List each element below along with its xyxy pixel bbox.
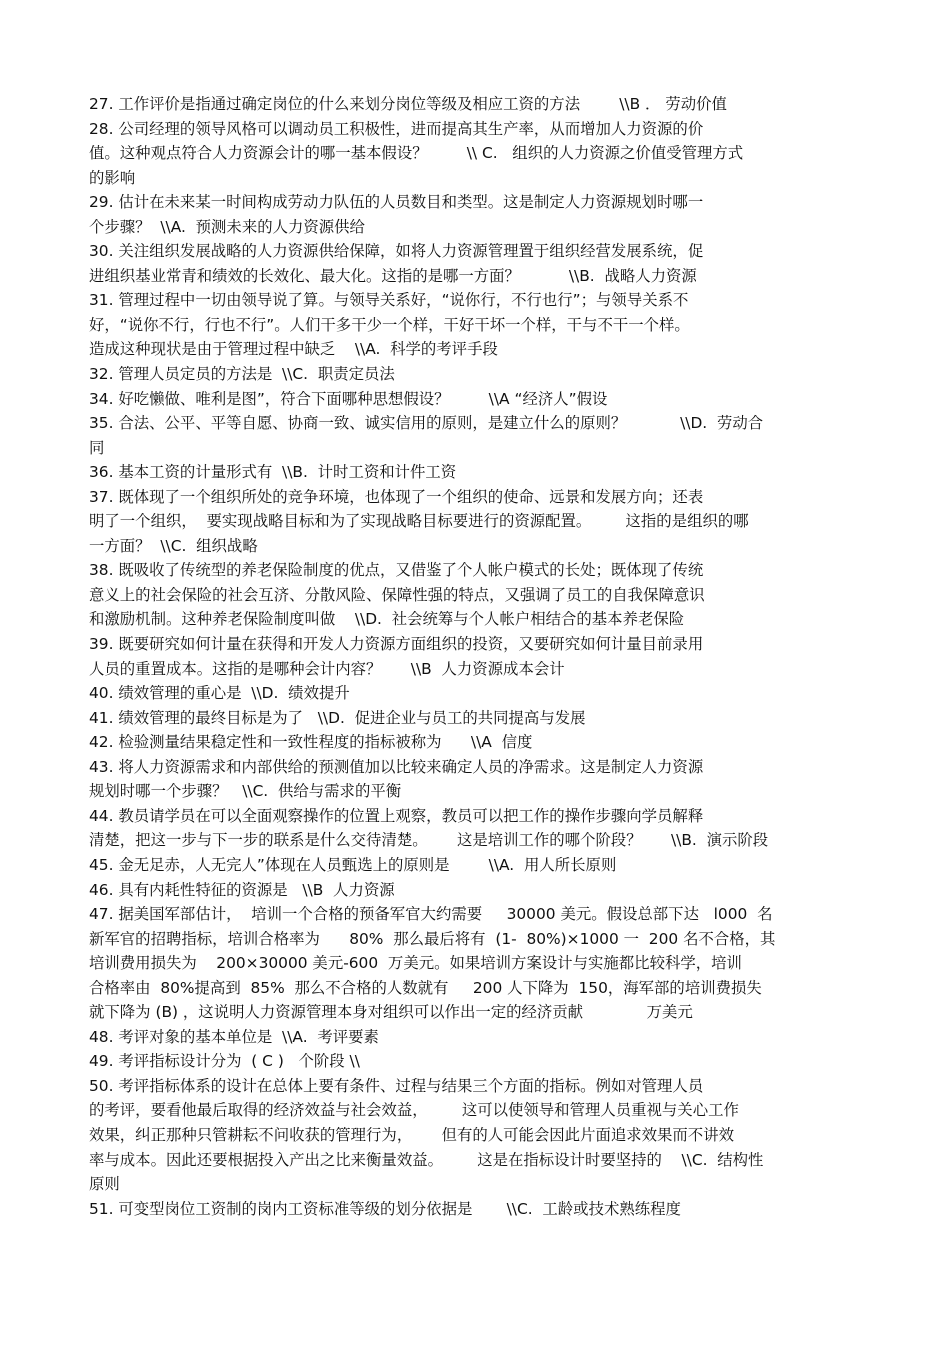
text-line: 49. 考评指标设计分为 ( C ) 个阶段 \\ [89, 1052, 360, 1071]
text-line: 40. 绩效管理的重心是 \\D. 绩效提升 [89, 684, 350, 703]
text-line: 规划时哪一个步骤？ \\C. 供给与需求的平衡 [89, 782, 402, 801]
text-line: 效果，纠正那种只管耕耘不问收获的管理行为， 但有的人可能会因此片面追求效果而不讲效 [89, 1125, 734, 1144]
text-line: 培训费用损失为 200×30000 美元-600 万美元。如果培训方案设计与实施都比较科学，培训 [89, 954, 742, 973]
text-line: 34. 好吃懒做、唯利是图”，符合下面哪种思想假设？ \\A “经济人”假设 [89, 389, 608, 408]
text-line: 的考评，要看他最后取得的经济效益与社会效益， 这可以使领导和管理人员重视与关心工作 [89, 1101, 739, 1120]
text-line: 清楚，把这一步与下一步的联系是什么交待清楚。 这是培训工作的哪个阶段？ \\B. 演示阶段 [89, 831, 769, 850]
text-line: 36. 基本工资的计量形式有 \\B. 计时工资和计件工资 [89, 463, 457, 482]
text-line: 好，“说你不行，行也不行”。人们干多干少一个样，干好干坏一个样，干与不干一个样。 [89, 315, 690, 334]
text-line: 44. 教员请学员在可以全面观察操作的位置上观察，教员可以把工作的操作步骤向学员解释 [89, 806, 704, 825]
text-line: 35. 合法、公平、平等自愿、协商一致、诚实信用的原则，是建立什么的原则？ \\D. 劳动合 [89, 414, 764, 433]
text-line: 41. 绩效管理的最终目标是为了 \\D. 促进企业与员工的共同提高与发展 [89, 708, 586, 727]
text-line: 51. 可变型岗位工资制的岗内工资标准等级的划分依据是 \\C. 工龄或技术熟练程度 [89, 1199, 681, 1218]
text-line: 47. 据美国军部估计， 培训一个合格的预备军官大约需要 30000 美元。假设总部下达 l000 名 [89, 905, 773, 924]
text-line: 造成这种现状是由于管理过程中缺乏 \\A. 科学的考评手段 [89, 340, 498, 359]
text-line: 45. 金无足赤，人无完人”体现在人员甄选上的原则是 \\A. 用人所长原则 [89, 855, 617, 874]
text-line: 31. 管理过程中一切由领导说了算。与领导关系好，“说你行，不行也行”；与领导关系不 [89, 291, 689, 310]
text-line: 合格率由 80%提高到 85% 那么不合格的人数就有 200 人下降为 150，海军部的培训费损失 [89, 978, 762, 997]
text-line: 46. 具有内耗性特征的资源是 \\B 人力资源 [89, 880, 395, 899]
text-line: 同 [89, 438, 105, 457]
text-line: 个步骤？ \\A. 预测未来的人力资源供给 [89, 217, 365, 236]
text-line: 50. 考评指标体系的设计在总体上要有条件、过程与结果三个方面的指标。例如对管理人员 [89, 1076, 704, 1095]
text-line: 新军官的招聘指标，培训合格率为 80% 那么最后将有 (1- 80%)×1000 一 200 名不合格，其 [89, 929, 776, 948]
text-line: 29. 估计在未来某一时间构成劳动力队伍的人员数目和类型。这是制定人力资源规划时哪一 [89, 193, 704, 212]
text-line: 32. 管理人员定员的方法是 \\C. 职责定员法 [89, 365, 395, 384]
text-line: 28. 公司经理的领导风格可以调动员工积极性，进而提高其生产率，从而增加人力资源的价 [89, 119, 704, 138]
text-line: 意义上的社会保险的社会互济、分散风险、保障性强的特点，又强调了员工的自我保障意识 [89, 585, 705, 604]
text-line: 率与成本。因此还要根据投入产出之比来衡量效益。 这是在指标设计时要坚持的 \\C. 结构性 [89, 1150, 764, 1169]
text-line: 和激励机制。这种养老保险制度叫做 \\D. 社会统筹与个人帐户相结合的基本养老保险 [89, 610, 685, 629]
text-line: 27. 工作评价是指通过确定岗位的什么来划分岗位等级及相应工资的方法 \\B ． 劳动价值 [89, 95, 727, 113]
text-line: 42. 检验测量结果稳定性和一致性程度的指标被称为 \\A 信度 [89, 733, 533, 752]
text-line: 30. 关注组织发展战略的人力资源供给保障，如将人力资源管理置于组织经营发展系统，促 [89, 242, 704, 261]
text-line: 明了一个组织， 要实现战略目标和为了实现战略目标要进行的资源配置。 这指的是组织的哪 [89, 512, 749, 531]
text-line: 原则 [89, 1175, 120, 1194]
text-line: 值。这种观点符合人力资源会计的哪一基本假设？ \\ C. 组织的人力资源之价值受管理方式 [89, 144, 744, 163]
text-line: 就下降为 (B) ，这说明人力资源管理本身对组织可以作出一定的经济贡献 万美元 [89, 1003, 693, 1022]
text-line: 的影响 [89, 168, 136, 187]
text-line: 人员的重置成本。这指的是哪种会计内容？ \\B 人力资源成本会计 [89, 659, 565, 678]
text-line: 39. 既要研究如何计量在获得和开发人力资源方面组织的投资，又要研究如何计量目前录用 [89, 635, 704, 654]
text-line: 一方面？ \\C. 组织战略 [89, 536, 258, 555]
text-line: 进组织基业常青和绩效的长效化、最大化。这指的是哪一方面？ \\B. 战略人力资源 [89, 266, 697, 285]
text-line: 48. 考评对象的基本单位是 \\A. 考评要素 [89, 1027, 379, 1046]
document-body [89, 92, 855, 1221]
text-line: 37. 既体现了一个组织所处的竞争环境，也体现了一个组织的使命、远景和发展方向；还表 [89, 487, 704, 506]
text-line: 43. 将人力资源需求和内部供给的预测值加以比较来确定人员的净需求。这是制定人力资源 [89, 757, 704, 776]
text-line: 38. 既吸收了传统型的养老保险制度的优点，又借鉴了个人帐户模式的长处；既体现了传统 [89, 561, 704, 580]
